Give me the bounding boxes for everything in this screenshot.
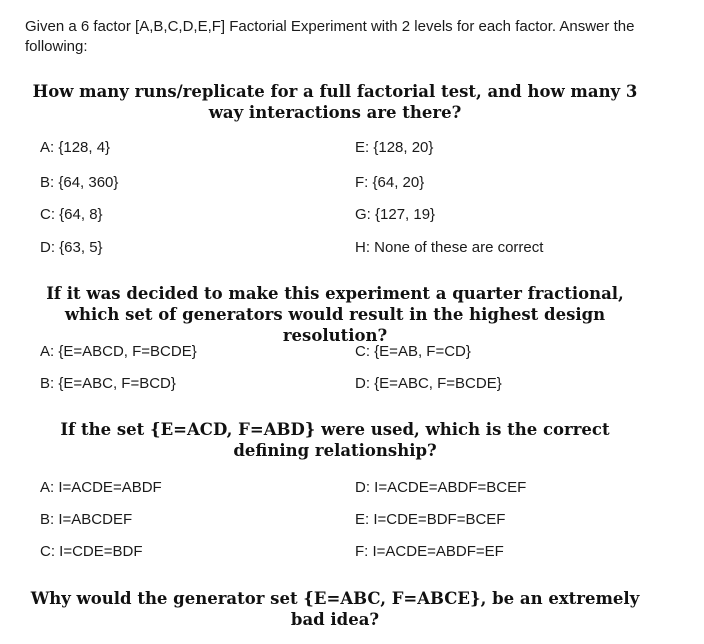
q1-option-b: B: {64, 360}: [40, 174, 119, 191]
q3-option-a: A: I=ACDE=ABDF: [40, 479, 162, 496]
q2-option-d: D: {E=ABC, F=BCDE}: [355, 375, 502, 392]
question-2: If it was decided to make this experiment a quarter fractional, which set of generators would result in the highest design resolution?: [46, 284, 624, 345]
q3-option-e: E: I=CDE=BDF=BCEF: [355, 511, 506, 528]
q1-option-g: G: {127, 19}: [355, 206, 436, 223]
q3-option-b: B: I=ABCDEF: [40, 511, 133, 528]
q1-option-h: H: None of these are correct: [355, 239, 544, 256]
q2-option-a: A: {E=ABCD, F=BCDE}: [40, 343, 197, 360]
question-3: If the set {E=ACD, F=ABD} were used, which is the correct defining relationship?: [60, 420, 610, 460]
q2-option-b: B: {E=ABC, F=BCD}: [40, 375, 176, 392]
q3-option-f: F: I=ACDE=ABDF=EF: [355, 543, 504, 560]
q3-option-d: D: I=ACDE=ABDF=BCEF: [355, 479, 527, 496]
q1-option-d: D: {63, 5}: [40, 239, 103, 256]
q1-option-a: A: {128, 4}: [40, 139, 111, 156]
q1-option-f: F: {64, 20}: [355, 174, 425, 191]
q2-option-c: C: {E=AB, F=CD}: [355, 343, 471, 360]
q1-option-c: C: {64, 8}: [40, 206, 103, 223]
q1-option-e: E: {128, 20}: [355, 139, 434, 156]
q3-option-c: C: I=CDE=BDF: [40, 543, 143, 560]
question-4: Why would the generator set {E=ABC, F=ABCE}, be an extremely bad idea?: [30, 589, 640, 629]
question-1: How many runs/replicate for a full factorial test, and how many 3 way interactions are there?: [32, 82, 638, 122]
intro-text: Given a 6 factor [A,B,C,D,E,F] Factorial Experiment with 2 levels for each factor. Answer the following:: [25, 18, 635, 55]
